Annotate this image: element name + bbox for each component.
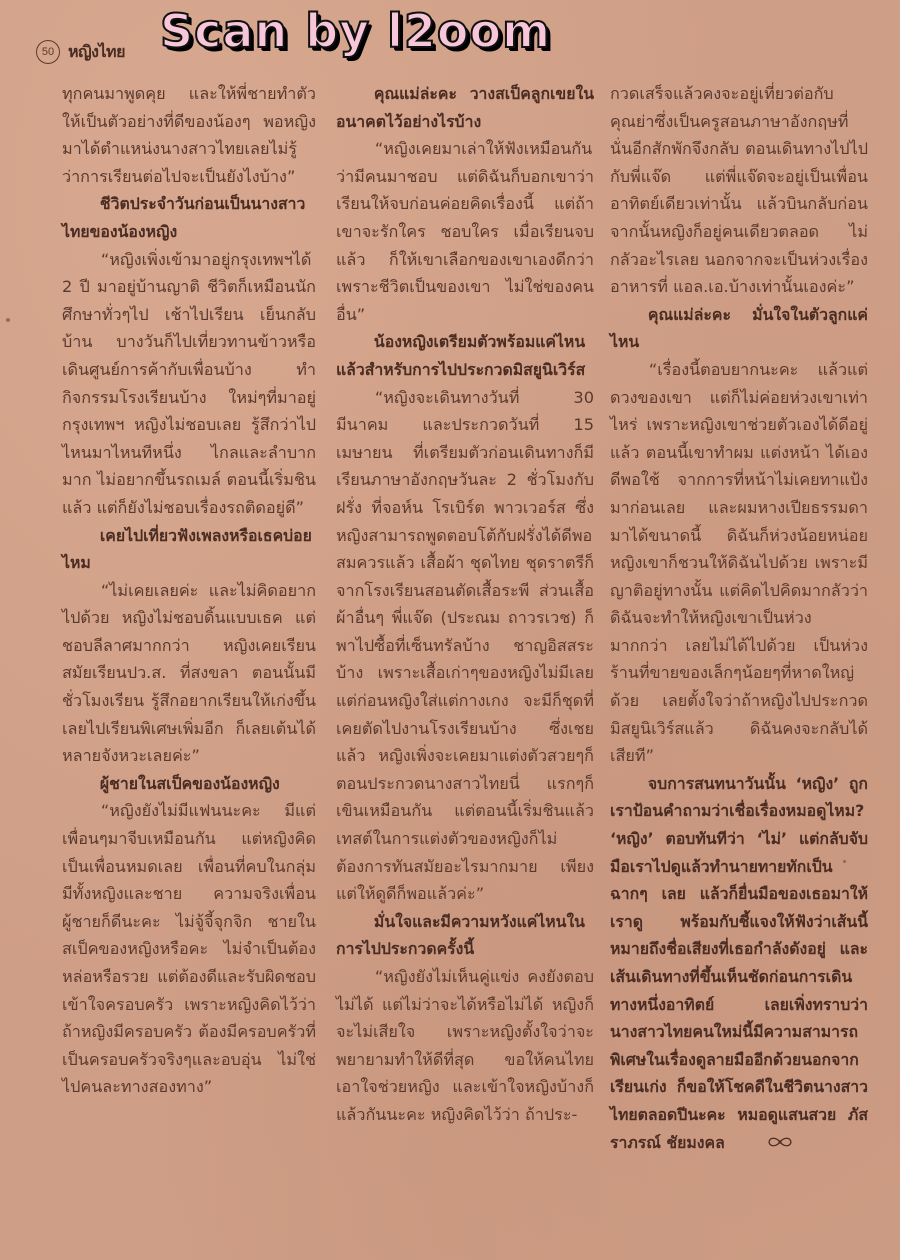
page-header xyxy=(36,36,125,68)
page-number: 50 xyxy=(36,40,60,64)
ornament-bow-icon xyxy=(729,1130,793,1158)
column-2 xyxy=(336,80,594,1157)
interview-question: คุณแม่ล่ะคะ วางสเป็คลูกเขยในอนาคตไว้อย่างไรบ้าง xyxy=(336,84,594,131)
paragraph: “เรื่องนี้ตอบยากนะคะ แล้วแต่ดวงของเขา แต่ก็ไม่ค่อยห่วงเขาเท่าไหร่ เพราะหญิงเขาช่วยตัวเองได้ดีอยู่แล้ว ตอนนี้เขาทำผม แต่งหน้า ได้เองดีพอใช้ จากการที่หน้าไม่เคยทาแป้งมาก่อนเลย และผมหางเปียธรรมดามาได้ขนาดนี้ ดิฉันก็ห่วงน้อยหน่อย หญิงเขาก็ชวนให้ดิฉันไปด้วย เพราะมีญาติอยู่ทางนั้น แต่คิดไปคิดมากลัวว่าดิฉันจะทำให้หญิงเขาเป็นห่วงมากกว่า เลยไม่ได้ไปด้วย เป็นห่วงร้านที่ขายของเล็กๆน้อยๆที่หาดใหญ่ด้วย เลยตั้งใจว่าถ้าหญิงไปประกวดมิสยูนิเวิร์สแล้ว ดิฉันคงจะกลับได้เสียที” xyxy=(610,359,868,766)
paragraph: “หญิงยังไม่มีแฟนนะคะ มีแต่เพื่อนๆมาจีบเหมือนกัน แต่หญิงคิดเป็นเพื่อนหมดเลย เพื่อนที่คบในกลุ่มมีทั้งหญิงและชาย ความจริงเพื่อนผู้ชายก็ดีนะคะ ไม่จู้จี้จุกจิก ชายในสเป็คของหญิงหรือคะ ไม่จำเป็นต้องหล่อหรือรวย แต่ต้องดีและรับผิดชอบเข้าใจครอบครัว เพราะหญิงคิดไว้ว่าถ้าหญิงมีครอบครัว ต้องมีครอบครัวที่เป็นครอบครัวจริงๆและอบอุ่น ไม่ใช่ไปคนละทางสองทาง” xyxy=(62,801,316,1097)
closing-text: จบการสนทนาวันนั้น ‘หญิง’ ถูกเราป้อนคำถามว่าเชื่อเรื่องหมอดูไหม? ‘หญิง’ ตอบทันทีว่า ‘ไม่’ แต่กลับจับมือเราไปดูแล้วทำนายทายทักเป็นฉากๆ เลย แล้วก็ยื่นมือของเธอมาให้เราดู พร้อมกับชี้แจงให้ฟังว่าเส้นนี้หมายถึงชื่อเสียงที่เธอกำลังดังอยู่ และเส้นเดินทางที่ขึ้นเห็นชัดก่อนการเดินทางหนึ่งอาทิตย์ เลยเพิ่งทราบว่า นางสาวไทยคนใหม่นี้มีความสามารถพิเศษในเรื่องดูลายมืออีกด้วยนอกจากเรียนเก่ง ก็ขอให้โชคดีในชีวิตนางสาวไทยตลอดปีนะคะ หมอดูแสนสวย ภัสราภรณ์ ชัยมงคล xyxy=(610,773,868,1152)
paragraph: “หญิงจะเดินทางวันที่ 30 มีนาคม และประกวดวันที่ 15 เมษายน ที่เตรียมตัวก่อนเดินทางก็มีเรียนภาษาอังกฤษวันละ 2 ชั่วโมงกับฝรั่ง ที่จอห์น โรเบิร์ต พาวเวอร์ส ซึ่งหญิงสามารถพูดตอบโต้กับฝรั่งได้ดีพอสมควรแล้ว เสื้อผ้า ชุดไทย ชุดราตรีก็จากโรงเรียนสอนตัดเสื้อระพี ส่วนเสื้อผ้าอื่นๆ พี่แจ๊ด (ประณม ถาวรเวช) ก็พาไปซื้อที่เซ็นทรัลบ้าง ชาญอิสสระบ้าง เพราะเสื้อเก่าๆของหญิงไม่มีเลย แต่ก่อนหญิงใส่แต่กางเกง จะมีก็ชุดที่เคยตัดไปงานโรงเรียนบ้าง ซึ่งเชยแล้ว หญิงเพิ่งจะเคยมาแต่งตัวสวยๆก็ตอนประกวดนางสาวไทยนี่ แรกๆก็เขินเหมือนกัน แต่ตอนนี้เริ่มชินแล้ว เทสต์ในการแต่งตัวของหญิงก็ไม่ต้องการทันสมัยอะไรมากมาย เพียงแต่ให้ดูดีก็พอแล้วค่ะ” xyxy=(336,387,594,904)
interview-question: มั่นใจและมีความหวังแค่ไหนในการไปประกวดครั้งนี้ xyxy=(336,911,585,959)
closing-paragraph xyxy=(610,770,868,1157)
scan-watermark: Scan by l2oom xyxy=(160,4,552,58)
paragraph: กวดเสร็จแล้วคงจะอยู่เที่ยวต่อกับคุณย่าซึ่งเป็นครูสอนภาษาอังกฤษที่นั่นอีกสักพักจึงกลับ ตอนเดินทางไปไปกับพี่แจ๊ด แต่พี่แจ๊ดจะอยู่เป็นเพื่อนอาทิตย์เดียวเท่านั้น แล้วบินกลับก่อน จากนั้นหญิงก็อยู่คนเดียวตลอด ไม่กลัวอะไรเลย นอกจากจะเป็นห่วงเรื่องอาหารที่ แอล.เอ.บ้างเท่านั้นเองค่ะ” xyxy=(610,84,868,297)
column-3 xyxy=(610,80,868,1157)
interview-question: เคยไปเที่ยวฟังเพลงหรือเธคบ่อยไหม xyxy=(62,525,312,573)
paragraph: “หญิงเคยมาเล่าให้ฟังเหมือนกันว่ามีคนมาชอบ แต่ดิฉันก็บอกเขาว่าเรียนให้จบก่อนค่อยคิดเรื่องนี้ แต่ถ้าเขาจะรักใคร ชอบใคร เมื่อเรียนจบแล้ว ก็ให้เขาเลือกของเขาเองดีกว่า เพราะชีวิตเป็นของเขา ไม่ใช่ของคนอื่น” xyxy=(336,139,594,324)
paragraph: “ไม่เคยเลยค่ะ และไม่คิดอยากไปด้วย หญิงไม่ชอบดิ้นแบบเธค แต่ชอบลีลาศมากกว่า หญิงเคยเรียนสมัยเรียนปว.ส. ที่สงขลา ตอนนั้นมีชั่วโมงเรียน รู้สึกอยากเรียนให้เก่งขึ้น เลยไปเรียนพิเศษเพิ่มอีก ก็เลยเต้นได้หลายจังหวะเลยค่ะ” xyxy=(62,580,316,766)
interview-question: น้องหญิงเตรียมตัวพร้อมแค่ไหนแล้วสำหรับการไปประกวดมิสยูนิเวิร์ส xyxy=(336,332,586,379)
interview-question: ชีวิตประจำวันก่อนเป็นนางสาวไทยของน้องหญิง xyxy=(62,194,306,241)
paragraph: “หญิงยังไม่เห็นคู่แข่ง คงยังตอบไม่ได้ แต่ไม่ว่าจะได้หรือไม่ได้ หญิงก็จะไม่เสียใจ เพราะหญิงตั้งใจว่าจะพยายามทำให้ดีที่สุด ขอให้คนไทยเอาใจช่วยหญิง และเข้าใจหญิงบ้างก็แล้วกันนะคะ หญิงคิดไว้ว่า ถ้าประ- xyxy=(336,967,594,1124)
interview-question: ผู้ชายในสเป็คของน้องหญิง xyxy=(99,773,280,793)
interview-question: คุณแม่ล่ะคะ มั่นใจในตัวลูกแค่ไหน xyxy=(610,304,868,352)
paper-speck xyxy=(843,860,846,863)
paragraph: “หญิงเพิ่งเข้ามาอยู่กรุงเทพฯได้ 2 ปี มาอยู่บ้านญาติ ชีวิตก็เหมือนนักศึกษาทั่วๆไป เช้าไปเรียน เย็นกลับบ้าน บางวันก็ไปเที่ยวทานข้าวหรือเดินศูนย์การค้ากับเพื่อนบ้าง ทำกิจกรรมโรงเรียนบ้าง ใหม่ๆที่มาอยู่กรุงเทพฯ หญิงไม่ชอบเลย รู้สึกว่าไปไหนมาไหนทีหนึ่ง ไกลและลำบากมาก ไม่อยากขึ้นรถเมล์ ตอนนี้เริ่มชินแล้ว แต่ก็ยังไม่ชอบเรื่องรถติดอยู่ดี” xyxy=(62,249,316,517)
paragraph: ทุกคนมาพูดคุย และให้พี่ชายทำตัวให้เป็นตัวอย่างที่ดีของน้องๆ พอหญิงมาได้ตำแหน่งนางสาวไทยเลยไม่รู้ว่าการเรียนต่อไปจะเป็นยังไงบ้าง” xyxy=(62,84,316,186)
article-columns xyxy=(62,80,868,1157)
magazine-logo: หญิงไทย xyxy=(68,41,125,61)
paper-speck xyxy=(6,318,10,322)
column-1 xyxy=(62,80,316,1157)
